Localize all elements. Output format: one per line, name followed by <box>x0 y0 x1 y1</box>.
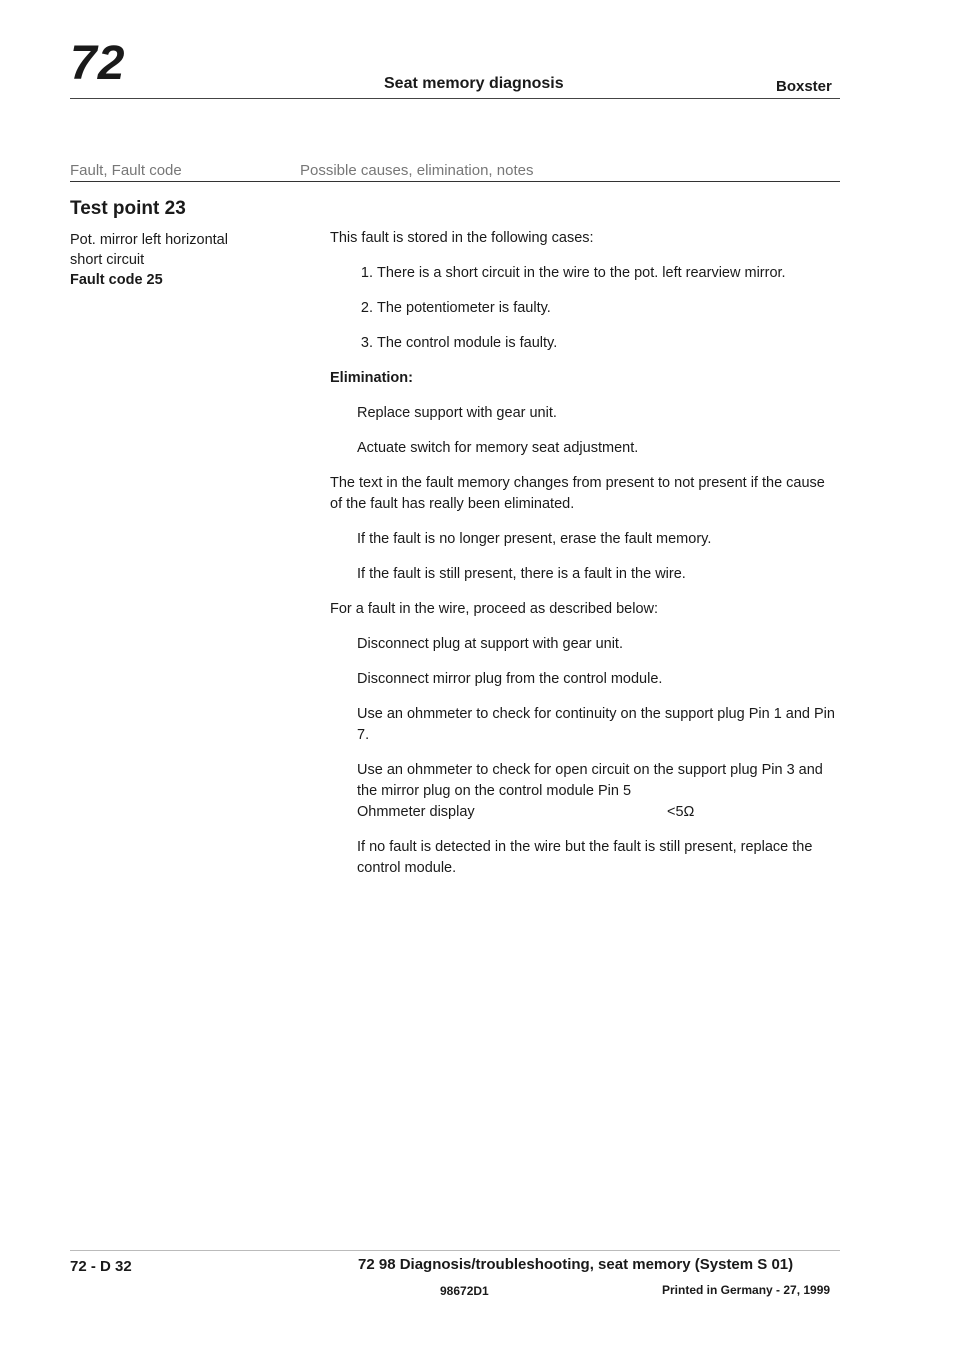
fault-description-line2: short circuit <box>70 252 145 268</box>
wire-procedure-intro: For a fault in the wire, proceed as described below: <box>330 601 659 617</box>
ohmmeter-value: <5Ω <box>667 804 695 820</box>
column-heading-fault: Fault, Fault code <box>70 162 182 179</box>
header-divider <box>70 98 840 99</box>
model-name: Boxster <box>776 78 832 95</box>
case-item: 2. The potentiometer is faulty. <box>377 298 840 319</box>
elimination-step: Replace support with gear unit. <box>357 405 557 421</box>
fault-column <box>70 198 285 290</box>
wire-step: Disconnect plug at support with gear unit. <box>357 636 623 652</box>
print-info: Printed in Germany - 27, 1999 <box>662 1283 831 1297</box>
document-code: 98672D1 <box>440 1284 489 1298</box>
final-note: If no fault is detected in the wire but the fault is still present, replace the control module. <box>357 839 813 876</box>
column-divider <box>70 181 840 182</box>
fault-description-line1: Pot. mirror left horizontal <box>70 232 228 248</box>
test-point-title: Test point 23 <box>70 198 186 219</box>
causes-column <box>330 228 840 893</box>
ohmmeter-row <box>357 802 840 823</box>
fault-memory-note: The text in the fault memory changes from present to not present if the cause of the fault has really been eliminated. <box>330 475 825 512</box>
case-item: 3. The control module is faulty. <box>377 333 840 354</box>
chapter-number: 72 <box>70 37 126 90</box>
case-item: 1. There is a short circuit in the wire to the pot. left rearview mirror. <box>377 263 840 284</box>
wire-step: Use an ohmmeter to check for open circuit on the support plug Pin 3 and the mirror plug on the control module Pin 5 <box>357 762 823 799</box>
section-title: 72 98 Diagnosis/troubleshooting, seat memory (System S 01) <box>358 1256 794 1273</box>
page-number: 72 - D 32 <box>70 1258 132 1275</box>
still-present-note: If the fault is still present, there is a fault in the wire. <box>357 566 686 582</box>
elimination-step: Actuate switch for memory seat adjustment. <box>357 440 639 456</box>
fault-code: Fault code 25 <box>70 272 163 288</box>
wire-step: Disconnect mirror plug from the control module. <box>357 671 663 687</box>
ohmmeter-label: Ohmmeter display <box>357 804 475 820</box>
no-longer-present-note: If the fault is no longer present, erase the fault memory. <box>357 531 712 547</box>
footer-divider <box>70 1250 840 1251</box>
page-title: Seat memory diagnosis <box>384 75 564 92</box>
wire-step: Use an ohmmeter to check for continuity on the support plug Pin 1 and Pin 7. <box>357 706 835 743</box>
column-heading-causes: Possible causes, elimination, notes <box>300 162 534 179</box>
cases-list <box>330 263 840 354</box>
intro-text: This fault is stored in the following cases: <box>330 230 594 246</box>
elimination-heading: Elimination: <box>330 370 413 386</box>
